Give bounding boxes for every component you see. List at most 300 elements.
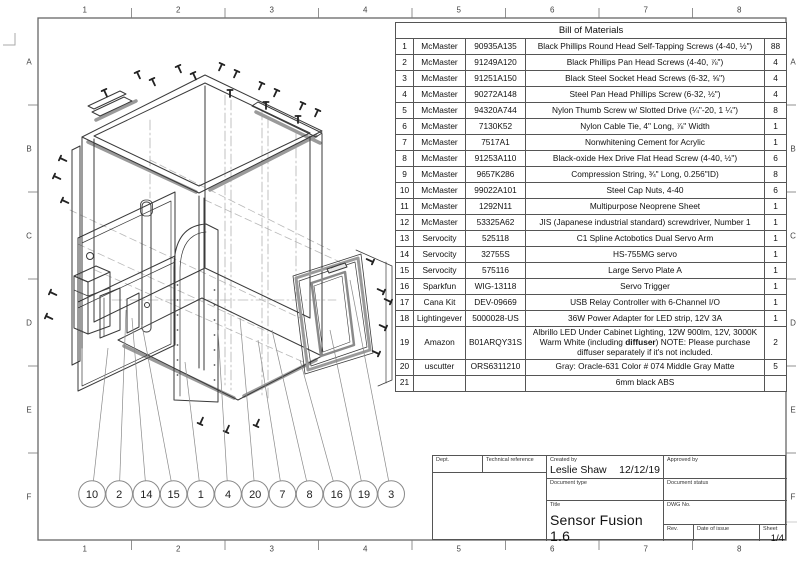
screw-shaft: [60, 158, 66, 161]
bom-cell-qty: 2: [765, 327, 787, 360]
bom-cell-part: [466, 375, 526, 391]
balloon-number: 20: [249, 488, 262, 501]
grid-ref-label: 3: [269, 544, 274, 554]
bom-cell-no: 2: [396, 55, 414, 71]
screw-head: [191, 72, 196, 74]
bom-cell-vendor: McMaster: [414, 119, 466, 135]
dwg-no-cell: [663, 501, 787, 525]
dept-label: Dept.: [436, 457, 450, 463]
bom-cell-vendor: Lightingever: [414, 311, 466, 327]
screw-shaft: [259, 83, 262, 89]
bom-cell-qty: 1: [765, 263, 787, 279]
screw-head: [383, 290, 385, 295]
created-by-name: Leslie Shaw: [550, 464, 607, 476]
bom-cell-no: 4: [396, 87, 414, 103]
screw-shaft: [256, 420, 259, 426]
screw-icon: [53, 174, 60, 179]
balloon-number: 19: [357, 488, 371, 501]
screw-icon: [45, 314, 52, 319]
screw-shaft: [367, 259, 373, 262]
crop-mark: [3, 33, 15, 45]
grid-ref-label: 6: [550, 544, 555, 554]
bom-cell-desc: Steel Pan Head Phillips Screw (6-32, ½"): [526, 87, 765, 103]
bom-cell-vendor: Sparkfun: [414, 279, 466, 295]
bom-table: [395, 22, 787, 392]
screw-shaft: [152, 79, 155, 85]
bom-cell-qty: 1: [765, 119, 787, 135]
grid-ref-label: 3: [269, 5, 274, 15]
bom-cell-no: 15: [396, 263, 414, 279]
table-row: [396, 119, 787, 135]
title-cell: [546, 501, 663, 544]
table-row: [396, 135, 787, 151]
screw-head: [220, 63, 225, 65]
panel-hole: [214, 319, 216, 321]
bom-cell-vendor: McMaster: [414, 87, 466, 103]
table-row: [396, 199, 787, 215]
bom-cell-vendor: McMaster: [414, 39, 466, 55]
screw-head: [53, 174, 55, 179]
screw-icon: [373, 351, 380, 356]
balloon-8: [296, 481, 323, 508]
bom-cell-part: 1292N11: [466, 199, 526, 215]
table-row: [396, 87, 787, 103]
technical-reference-label: Technical reference: [486, 457, 534, 463]
table-row: [396, 231, 787, 247]
table-row: [396, 215, 787, 231]
bom-title: Bill of Materials: [396, 23, 787, 39]
rev-label: Rev.: [667, 526, 678, 532]
leader-line: [218, 330, 227, 481]
bom-cell-qty: 1: [765, 295, 787, 311]
grid-ref-label: F: [790, 492, 796, 501]
table-row: [396, 247, 787, 263]
screw-icon: [259, 82, 264, 89]
screw-shaft: [300, 103, 303, 109]
panel-hole: [214, 379, 216, 381]
screw-shaft: [137, 72, 140, 78]
screw-icon: [59, 156, 66, 161]
leader-line: [120, 310, 126, 481]
table-row: [396, 311, 787, 327]
bom-cell-vendor: McMaster: [414, 135, 466, 151]
bom-cell-desc: Large Servo Plate A: [526, 263, 765, 279]
bom-cell-qty: 4: [765, 87, 787, 103]
bom-cell-desc: HS-755MG servo: [526, 247, 765, 263]
bom-cell-desc: Black Phillips Round Head Self-Tapping Screws (4-40, ½"): [526, 39, 765, 55]
document-status-label: Document status: [667, 480, 709, 486]
bom-cell-vendor: Servocity: [414, 263, 466, 279]
bom-cell-desc: Multipurpose Neoprene Sheet: [526, 199, 765, 215]
screw-icon: [135, 71, 140, 78]
table-row: [396, 103, 787, 119]
screw-shaft: [378, 289, 384, 292]
grid-ref-label: A: [26, 57, 32, 66]
screw-shaft: [54, 176, 60, 179]
dwg-no-label: DWG No.: [667, 502, 691, 508]
created-date: 12/12/19: [619, 464, 660, 476]
grid-ref-label: A: [790, 57, 796, 66]
panel-hole: [177, 284, 179, 286]
panel-hole: [177, 374, 179, 376]
bom-cell-no: 11: [396, 199, 414, 215]
screw-icon: [176, 65, 181, 72]
grid-ref-label: 8: [737, 5, 742, 15]
screw-icon: [300, 102, 305, 109]
bom-cell-no: 10: [396, 183, 414, 199]
leader-line: [240, 318, 254, 481]
bom-cell-no: 20: [396, 359, 414, 375]
bom-cell-qty: [765, 375, 787, 391]
grid-ref-label: E: [26, 405, 32, 414]
panel-hole: [214, 289, 216, 291]
bom-cell-part: DEV-09669: [466, 295, 526, 311]
bom-cell-part: 91251A150: [466, 71, 526, 87]
grid-ref-label: D: [790, 318, 796, 327]
table-row: [396, 359, 787, 375]
balloon-1: [188, 481, 215, 508]
table-row: [396, 55, 787, 71]
grid-ref-label: 1: [82, 544, 87, 554]
screw-icon: [378, 289, 385, 294]
bom-cell-desc: Steel Cap Nuts, 4-40: [526, 183, 765, 199]
bom-cell-no: 6: [396, 119, 414, 135]
bom-cell-vendor: Servocity: [414, 247, 466, 263]
balloon-2: [106, 481, 133, 508]
screw-shaft: [46, 316, 52, 319]
panel-hole: [214, 334, 216, 336]
dept-cell: [433, 456, 483, 473]
grid-ref-label: 1: [82, 5, 87, 15]
balloon-7: [269, 481, 296, 508]
bom-cell-no: 9: [396, 167, 414, 183]
grid-ref-label: 2: [176, 544, 181, 554]
created-by-label: Created by: [550, 457, 577, 463]
balloon-4: [215, 481, 242, 508]
screw-icon: [191, 72, 196, 79]
screw-shaft: [234, 71, 237, 77]
leader-line: [300, 360, 333, 481]
screw-shaft: [193, 73, 196, 79]
bom-cell-desc: Nylon Thumb Screw w/ Slotted Drive (¼"-20, 1 ¼"): [526, 103, 765, 119]
bom-cell-no: 17: [396, 295, 414, 311]
bom-cell-part: 91249A120: [466, 55, 526, 71]
table-row: [396, 71, 787, 87]
grid-ref-label: B: [790, 144, 796, 153]
panel-hole: [214, 364, 216, 366]
bom-cell-qty: 1: [765, 311, 787, 327]
title-block: [432, 455, 786, 544]
balloon-15: [160, 481, 187, 508]
screw-icon: [254, 420, 259, 427]
bom-cell-part: 525118: [466, 231, 526, 247]
table-row: [396, 327, 787, 360]
leader-line: [93, 348, 108, 481]
bom-cell-part: 7517A1: [466, 135, 526, 151]
table-row: [396, 151, 787, 167]
bom-cell-qty: 1: [765, 199, 787, 215]
screw-shaft: [380, 325, 386, 328]
screw-head: [102, 89, 107, 91]
grid-ref-label: 7: [643, 5, 648, 15]
screw-head: [59, 156, 61, 161]
screw-head: [235, 70, 240, 72]
panel-hole: [214, 349, 216, 351]
leader-line: [350, 280, 389, 481]
bom-cell-desc: Albrillo LED Under Cabinet Lighting, 12W 900lm, 12V, 3000K Warm White (including diffuser) NOTE: Please purchase diffuser separately if it's not included.: [526, 327, 765, 360]
balloon-number: 16: [330, 488, 343, 501]
bom-cell-vendor: Amazon: [414, 327, 466, 360]
bom-cell-part: 575116: [466, 263, 526, 279]
panel-hole: [214, 304, 216, 306]
balloon-callouts: [79, 481, 405, 508]
bom-cell-qty: 5: [765, 359, 787, 375]
screw-head: [372, 260, 374, 265]
approved-by-cell: [663, 456, 787, 479]
bom-cell-desc: 36W Power Adapter for LED strip, 12V 3A: [526, 311, 765, 327]
balloon-number: 15: [167, 488, 180, 501]
panel-hole: [177, 314, 179, 316]
date-of-issue-cell: [693, 525, 759, 541]
bom-cell-qty: 1: [765, 215, 787, 231]
bom-cell-vendor: Cana Kit: [414, 295, 466, 311]
bom-cell-part: 91253A110: [466, 151, 526, 167]
balloon-20: [242, 481, 269, 508]
screw-head: [275, 89, 280, 91]
bom-cell-no: 5: [396, 103, 414, 119]
drawing-title: Sensor Fusion 1.6: [550, 512, 643, 544]
bom-cell-desc: Black-oxide Hex Drive Flat Head Screw (4-40, ½"): [526, 151, 765, 167]
bom-cell-qty: 1: [765, 279, 787, 295]
bom-cell-vendor: McMaster: [414, 55, 466, 71]
grid-ref-label: D: [26, 318, 32, 327]
bom-cell-no: 12: [396, 215, 414, 231]
leader-line: [258, 340, 280, 481]
sheet-label: Sheet: [763, 526, 778, 532]
bom-cell-no: 3: [396, 71, 414, 87]
table-row: [396, 39, 787, 55]
bom-cell-desc: Compression String, ¾" Long, 0.256"ID): [526, 167, 765, 183]
screw-icon: [102, 89, 107, 96]
grid-ref-label: B: [26, 144, 32, 153]
screw-head: [61, 198, 63, 203]
bom-cell-part: 53325A62: [466, 215, 526, 231]
table-row: [396, 263, 787, 279]
table-row: [396, 375, 787, 391]
grid-ref-label: 7: [643, 544, 648, 554]
bom-cell-qty: 1: [765, 135, 787, 151]
technical-reference-cell: [483, 456, 546, 473]
screw-shaft: [200, 418, 203, 424]
grid-ref-label: E: [790, 405, 796, 414]
screw-head: [49, 290, 51, 295]
bom-cell-part: 9657K286: [466, 167, 526, 183]
bom-cell-desc: Nonwhitening Cement for Acrylic: [526, 135, 765, 151]
screw-head: [254, 425, 259, 427]
screw-shaft: [373, 351, 379, 354]
bom-cell-part: 94320A744: [466, 103, 526, 119]
screw-head: [301, 102, 306, 104]
table-row: [396, 295, 787, 311]
screw-shaft: [62, 200, 68, 203]
bom-cell-part: 90272A148: [466, 87, 526, 103]
screw-head: [316, 109, 321, 111]
balloon-14: [133, 481, 160, 508]
bom-cell-part: 99022A101: [466, 183, 526, 199]
bom-cell-desc: Black Steel Socket Head Screws (6-32, ⅝"): [526, 71, 765, 87]
bom-cell-no: 18: [396, 311, 414, 327]
bom-cell-qty: 4: [765, 71, 787, 87]
bom-cell-qty: 88: [765, 39, 787, 55]
panel-hole: [177, 329, 179, 331]
bom-cell-vendor: McMaster: [414, 215, 466, 231]
screw-icon: [198, 418, 203, 425]
screw-head: [385, 326, 387, 331]
balloon-number: 4: [224, 488, 232, 501]
balloon-10: [79, 481, 106, 508]
screw-shaft: [104, 90, 107, 96]
screw-shaft: [385, 299, 391, 302]
bom-cell-desc: C1 Spline Actobotics Dual Servo Arm: [526, 231, 765, 247]
panel-hole: [177, 344, 179, 346]
panel-holes: [177, 284, 216, 381]
screw-shaft: [219, 64, 222, 70]
bom-cell-desc: Gray: Oracle-631 Color # 074 Middle Gray Matte: [526, 359, 765, 375]
bom-cell-part: B01ARQY31S: [466, 327, 526, 360]
screw-head: [45, 314, 47, 319]
screw-icon: [49, 290, 56, 295]
grid-ref-label: F: [26, 492, 32, 501]
bom-cell-part: 7130K52: [466, 119, 526, 135]
screw-head: [378, 352, 380, 357]
balloon-number: 2: [116, 488, 123, 501]
balloon-3: [378, 481, 405, 508]
sheet-cell: [759, 525, 787, 544]
screw-icon: [315, 109, 320, 116]
screw-shaft: [50, 292, 56, 295]
balloon-leader-lines: [93, 280, 388, 481]
screw-icon: [219, 63, 224, 70]
bom-cell-vendor: McMaster: [414, 183, 466, 199]
leader-line: [132, 318, 145, 481]
bom-cell-qty: 4: [765, 55, 787, 71]
bom-cell-qty: 8: [765, 103, 787, 119]
bom-cell-vendor: Servocity: [414, 231, 466, 247]
bom-cell-vendor: McMaster: [414, 167, 466, 183]
document-status-cell: [663, 479, 787, 501]
bom-cell-vendor: McMaster: [414, 103, 466, 119]
document-type-cell: [546, 479, 663, 501]
bom-cell-qty: 1: [765, 247, 787, 263]
screw-shaft: [178, 66, 181, 72]
screw-icon: [61, 198, 68, 203]
bom-cell-qty: 6: [765, 183, 787, 199]
balloon-19: [351, 481, 378, 508]
bom-cell-desc: Nylon Cable Tie, 4" Long, ⅞" Width: [526, 119, 765, 135]
leader-line: [330, 330, 361, 481]
balloon-number: 7: [279, 488, 286, 501]
grid-ref-label: 2: [176, 5, 181, 15]
approved-by-label: Approved by: [667, 457, 698, 463]
screw-head: [150, 78, 155, 80]
bom-cell-no: 13: [396, 231, 414, 247]
bom-cell-vendor: uscutter: [414, 359, 466, 375]
bom-cell-desc: Servo Trigger: [526, 279, 765, 295]
bom-cell-qty: 8: [765, 167, 787, 183]
balloon-number: 1: [197, 488, 204, 501]
grid-ref-label: 6: [550, 5, 555, 15]
axis-lines: [150, 95, 296, 398]
bom-cell-part: 32755S: [466, 247, 526, 263]
balloon-number: 3: [388, 488, 395, 501]
balloon-number: 10: [85, 488, 99, 501]
bom-cell-desc: 6mm black ABS: [526, 375, 765, 391]
grid-ref-label: 8: [737, 544, 742, 554]
screw-shaft: [226, 426, 229, 432]
grid-ref-label: C: [26, 231, 32, 240]
sheet-number: 1/4: [770, 533, 784, 544]
balloon-16: [324, 481, 351, 508]
bom-cell-part: WIG-13118: [466, 279, 526, 295]
grid-ref-label: 5: [456, 544, 461, 554]
bom-cell-desc: Black Phillips Pan Head Screws (4-40, ⅞"): [526, 55, 765, 71]
grid-ref-label: 4: [363, 544, 368, 554]
screw-head: [176, 65, 181, 67]
screw-head: [260, 82, 265, 84]
bom-cell-no: 1: [396, 39, 414, 55]
panel-hole: [177, 359, 179, 361]
date-of-issue-label: Date of issue: [697, 526, 730, 532]
grid-ref-label: 5: [456, 5, 461, 15]
bom-cell-part: 5000028-US: [466, 311, 526, 327]
bom-cell-no: 16: [396, 279, 414, 295]
bom-cell-no: 14: [396, 247, 414, 263]
bom-cell-part: 90935A135: [466, 39, 526, 55]
bom-header-row: [396, 23, 787, 39]
bom-cell-part: ORS6311210: [466, 359, 526, 375]
bom-cell-no: 21: [396, 375, 414, 391]
balloon-number: 14: [140, 488, 153, 501]
bom-cell-desc: USB Relay Controller with 6-Channel I/O: [526, 295, 765, 311]
grid-ref-label: C: [790, 231, 796, 240]
screw-icon: [367, 259, 374, 264]
created-by-cell: [546, 456, 663, 479]
screw-head: [135, 71, 140, 73]
bom-cell-no: 19: [396, 327, 414, 360]
bom-cell-qty: 1: [765, 231, 787, 247]
table-row: [396, 167, 787, 183]
grid-ref-label: 4: [363, 5, 368, 15]
document-type-label: Document type: [550, 480, 587, 486]
bom-cell-no: 8: [396, 151, 414, 167]
table-row: [396, 279, 787, 295]
bom-cell-vendor: [414, 375, 466, 391]
screw-head: [198, 423, 203, 425]
screw-icon: [274, 89, 279, 96]
screw-shaft: [274, 90, 277, 96]
bom-cell-vendor: McMaster: [414, 151, 466, 167]
bom-cell-qty: 6: [765, 151, 787, 167]
screw-icon: [234, 70, 239, 77]
leader-line: [272, 330, 307, 481]
table-row: [396, 183, 787, 199]
title-label: Title: [550, 502, 561, 508]
bom-cell-vendor: McMaster: [414, 71, 466, 87]
bom-cell-no: 7: [396, 135, 414, 151]
screw-icon: [150, 78, 155, 85]
enclosure-wireframe: [70, 75, 392, 402]
balloon-number: 8: [306, 488, 313, 501]
